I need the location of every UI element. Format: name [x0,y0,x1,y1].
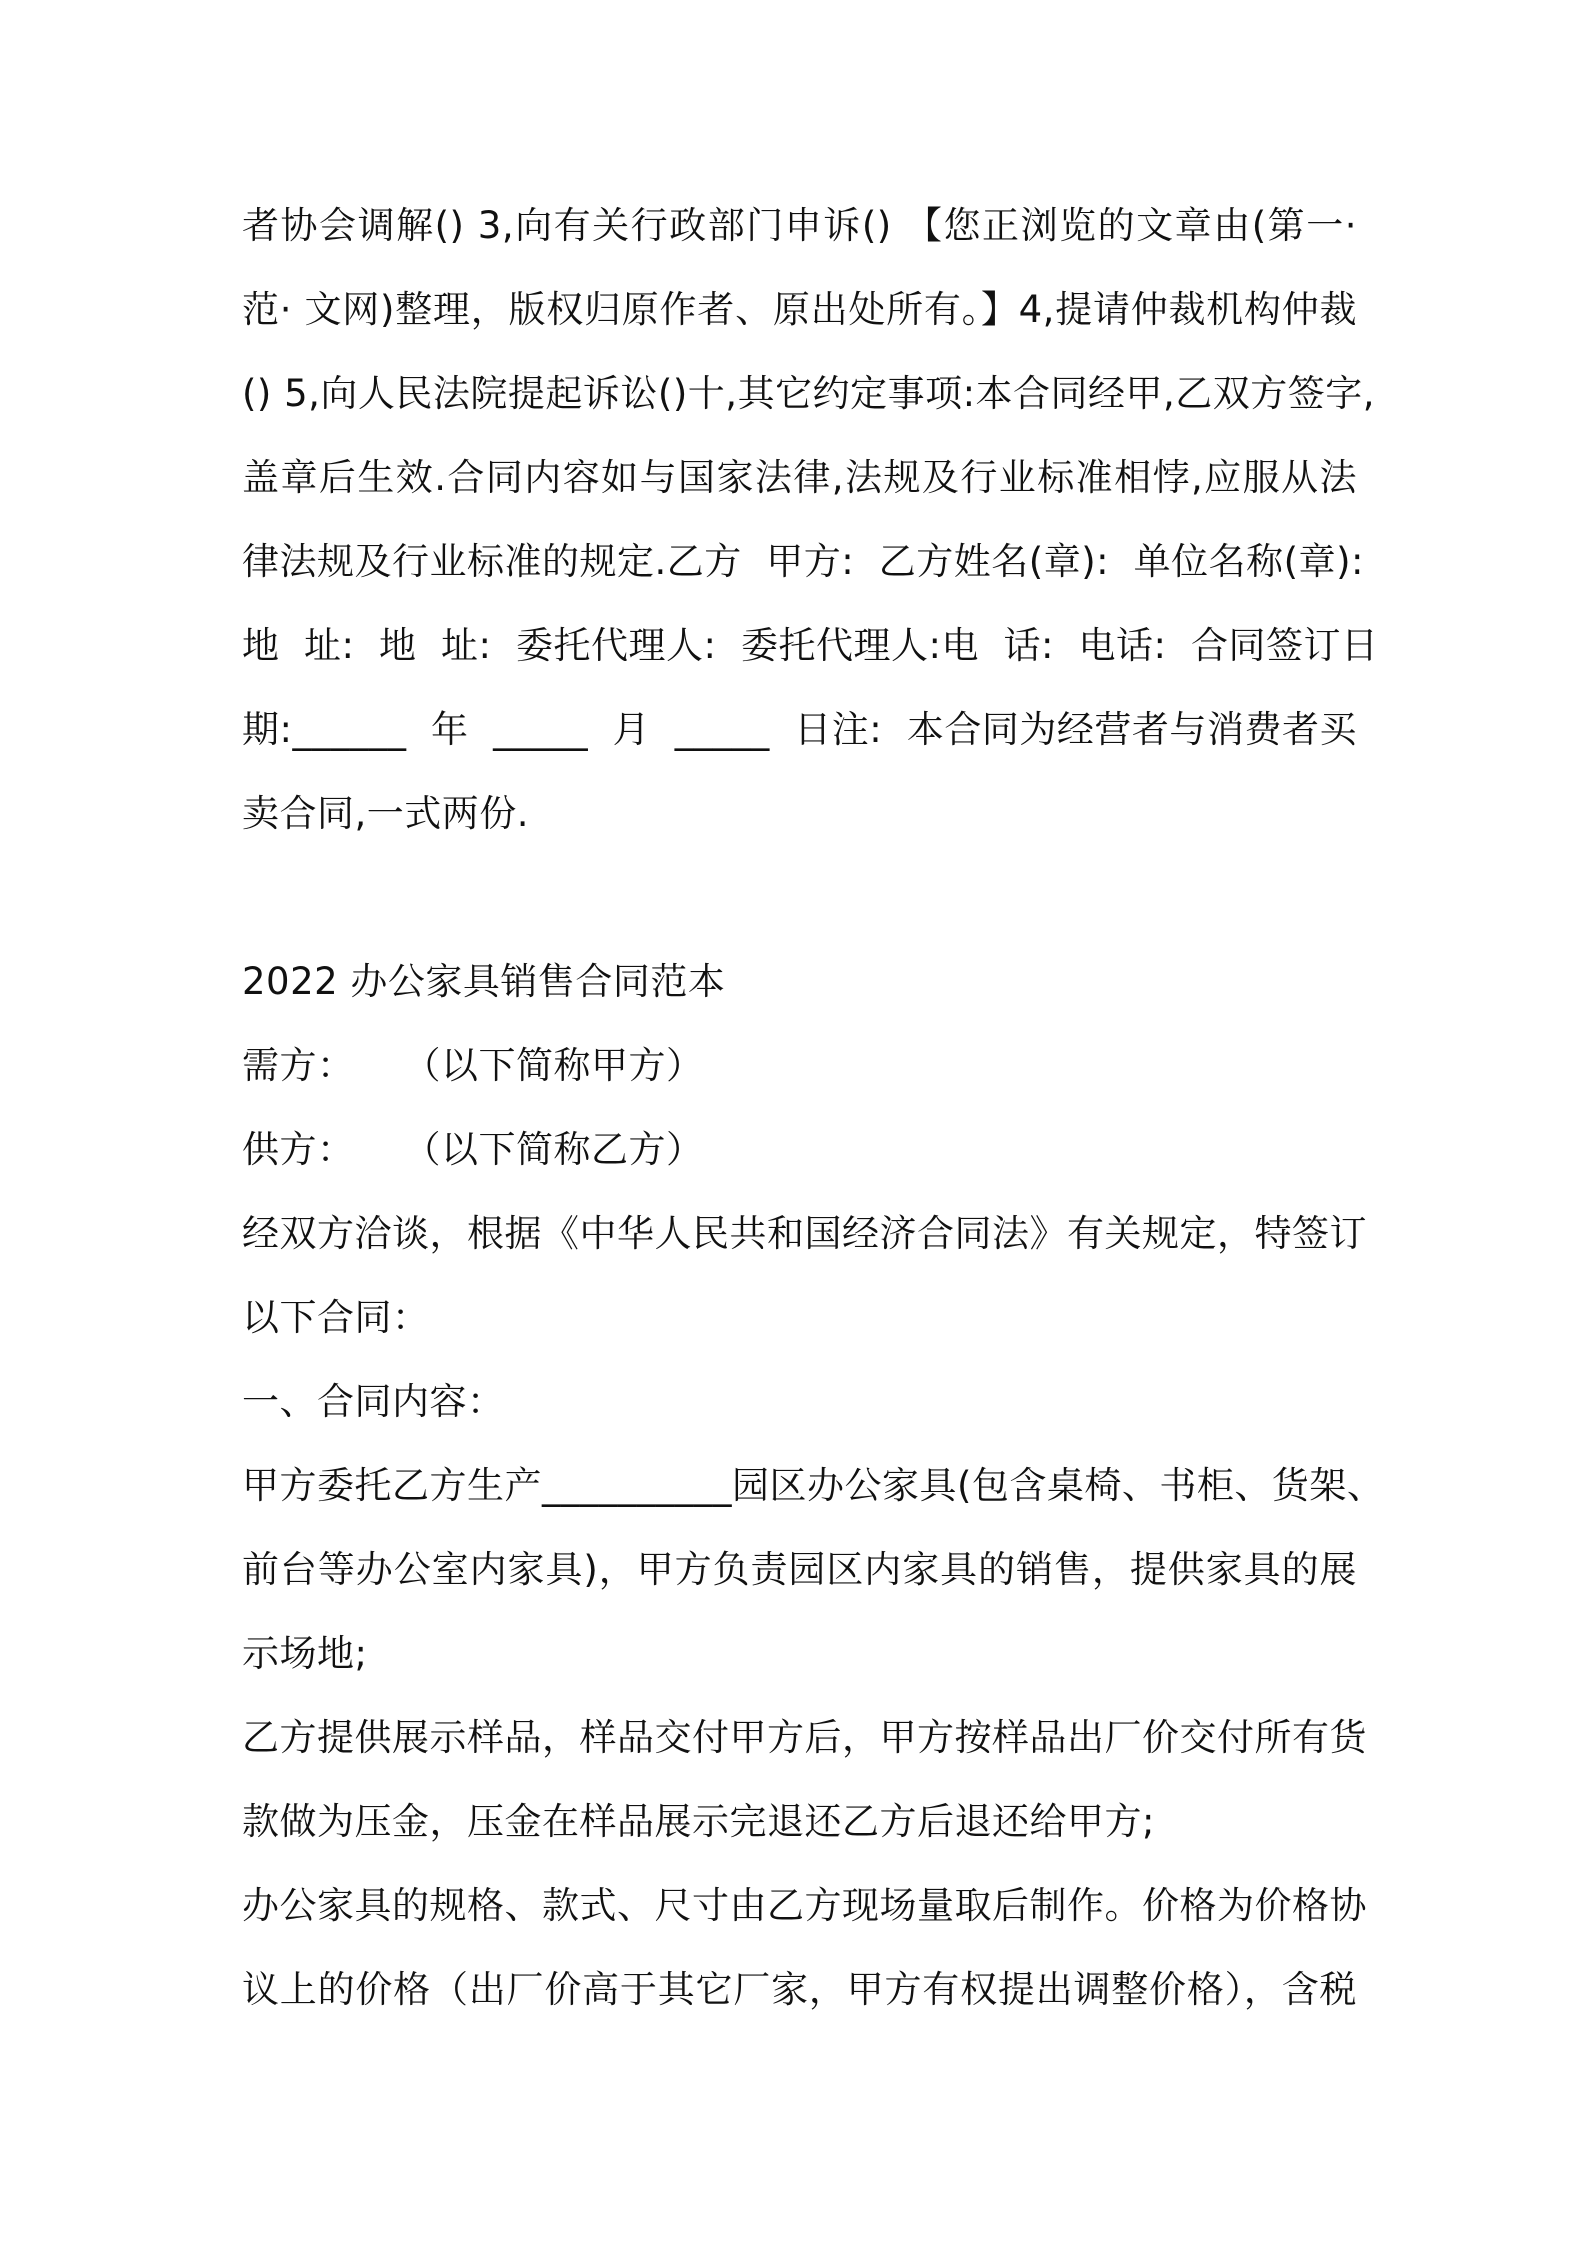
section-heading: 一、合同内容： [242,1380,505,1423]
text-line: 款做为压金，压金在样品展示完退还乙方后退还给甲方; [242,1800,1155,1843]
document-title: 2022 办公家具销售合同范本 [242,960,726,1003]
text-line: () 5,向人民法院提起诉讼()十,其它约定事项:本合同经甲,乙双方签字, [242,372,1376,415]
text-line: 者协会调解() 3,向有关行政部门申诉() 【您正浏览的文章由(第一· [242,204,1357,247]
text-line: 以下合同： [242,1296,430,1339]
party-b-line: 供方： （以下简称乙方） [242,1128,704,1171]
text-line: 示场地; [242,1632,368,1675]
text-line: 前台等办公室内家具)，甲方负责园区内家具的销售，提供家具的展 [242,1548,1357,1591]
text-line: 盖章后生效.合同内容如与国家法律,法规及行业标准相悖,应服从法 [242,456,1357,499]
text-line: 范· 文网)整理，版权归原作者、原出处所有。】4,提请仲裁机构仲裁 [242,288,1357,331]
text-line: 甲方委托乙方生产__________园区办公家具(包含桌椅、书柜、货架、 [242,1464,1385,1507]
text-line: 办公家具的规格、款式、尺寸由乙方现场量取后制作。价格为价格协 [242,1884,1367,1927]
text-line: 期:______ 年 _____ 月 _____ 日注: 本合同为经营者与消费者买 [242,708,1357,751]
text-line: 卖合同,一式两份. [242,792,530,835]
text-line: 地 址: 地 址: 委托代理人: 委托代理人:电 话: 电话: 合同签订日 [242,624,1379,667]
text-line: 经双方洽谈，根据《中华人民共和国经济合同法》有关规定，特签订 [242,1212,1367,1255]
text-line: 乙方提供展示样品，样品交付甲方后，甲方按样品出厂价交付所有货 [242,1716,1367,1759]
text-line: 律法规及行业标准的规定.乙方 甲方: 乙方姓名(章): 单位名称(章): [242,540,1364,583]
party-a-line: 需方： （以下简称甲方） [242,1044,704,1087]
text-line: 议上的价格（出厂价高于其它厂家，甲方有权提出调整价格），含税 [242,1968,1357,2011]
